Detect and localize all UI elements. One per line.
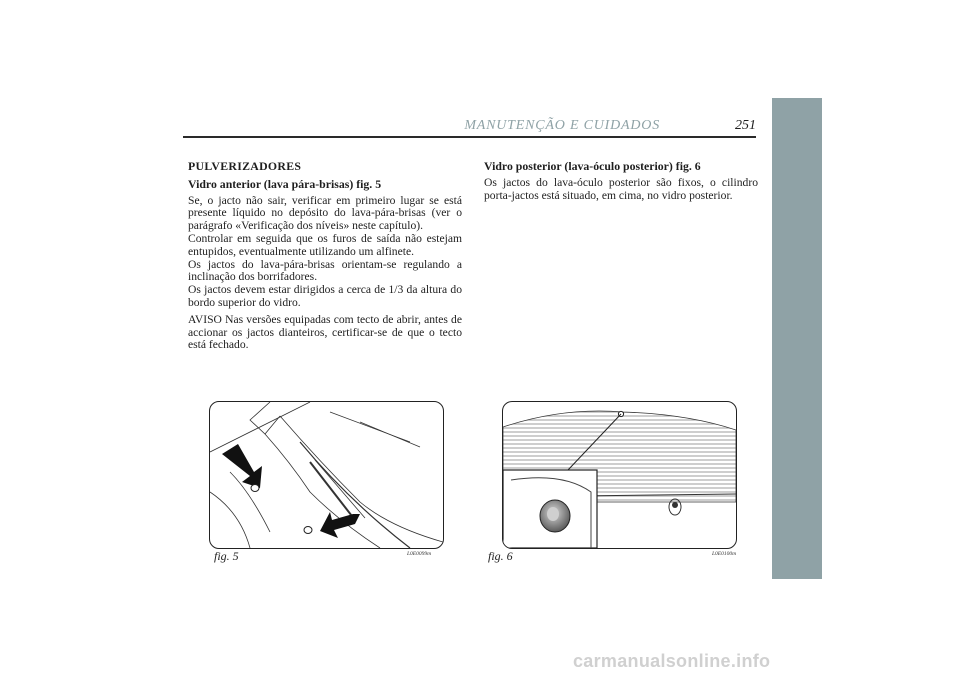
subsection-rear-washer: Vidro posterior (lava-óculo posterior) fig. 6 (484, 159, 701, 173)
header-divider (183, 136, 756, 138)
figure-caption: fig. 5 (214, 549, 239, 563)
section-title: PULVERIZADORES (188, 159, 302, 173)
chapter-title: MANUTENÇÃO E CUIDADOS (464, 118, 660, 133)
figure-caption: fig. 6 (488, 549, 513, 563)
warning-paragraph: AVISO Nas versões equipadas com tecto de abrir, antes de accionar os jactos dianteiros, certificar-se de que o tecto está fechado. (188, 312, 462, 352)
paragraph: Os jactos do lava-óculo posterior são fixos, o cilindro porta-jactos está situado, em cima, no vidro posterior. (484, 175, 758, 202)
chapter-side-tab (772, 98, 822, 579)
figure-code: L0E0099m (407, 551, 432, 557)
washer-jet-marker (251, 485, 259, 492)
right-column (484, 160, 758, 206)
paragraph: Controlar em seguida que os furos de saída não estejam entupidos, eventualmente utilizando um alfinete. (188, 231, 462, 258)
arrow-indicator-1 (222, 444, 262, 488)
washer-jet-marker (304, 527, 312, 534)
watermark: carmanualsonline.info (573, 651, 771, 671)
figure-front-washer-jets (209, 401, 444, 549)
arrow-indicator-2 (320, 512, 360, 538)
page-number: 251 (735, 118, 756, 133)
paragraph: Os jactos devem estar dirigidos a cerca de 1/3 da altura do bordo superior do vidro. (188, 283, 462, 309)
left-column (188, 160, 462, 356)
paragraph: Os jactos do lava-pára-brisas orientam-se regulando a inclinação dos borrifadores. (188, 257, 462, 284)
figure-rear-washer (502, 401, 737, 549)
figure-code: L0E0100m (712, 551, 737, 557)
subsection-front-washer: Vidro anterior (lava pára-brisas) fig. 5 (188, 176, 382, 191)
paragraph: Se, o jacto não sair, verificar em primeiro lugar se está presente líquido no depósito do lava-pára-brisas (ver o parágrafo «Verificação dos níveis» neste capítulo). (188, 193, 462, 233)
